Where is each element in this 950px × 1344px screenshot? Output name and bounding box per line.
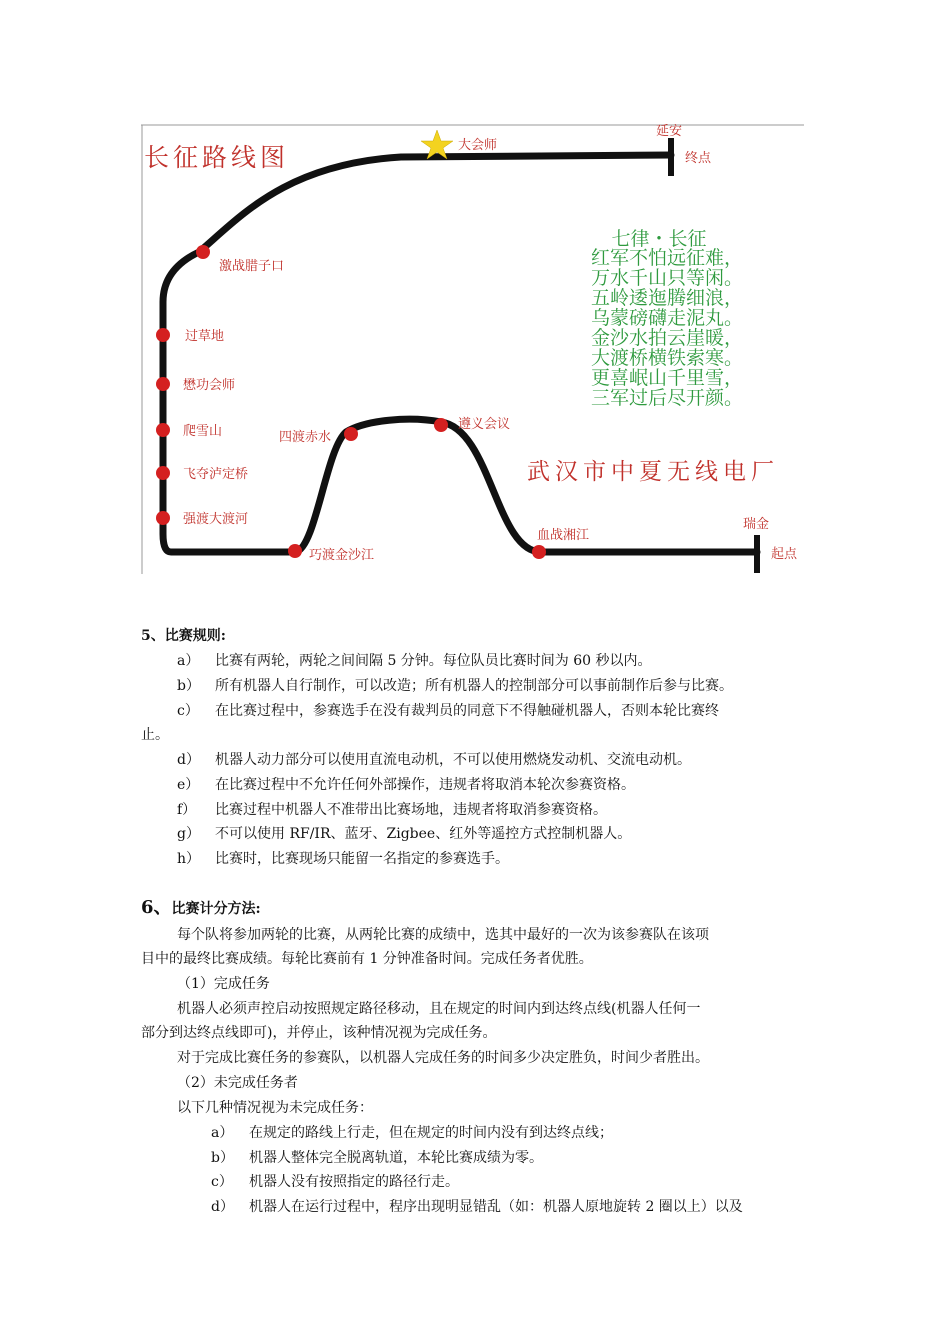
station-label: 血战湘江 bbox=[537, 528, 590, 543]
rule-label: g） bbox=[177, 826, 200, 842]
station-label: 激战腊子口 bbox=[219, 259, 285, 274]
rule-item bbox=[177, 676, 733, 696]
rule-text: 比赛过程中机器人不准带出比赛场地，违规者将取消参赛资格。 bbox=[215, 802, 607, 818]
station-label: 懋功会师 bbox=[183, 378, 236, 393]
rule-label: e） bbox=[177, 777, 200, 793]
section6-title: 比赛计分方法: bbox=[171, 901, 261, 917]
station-label: 强渡大渡河 bbox=[183, 512, 249, 527]
station-label: 起点 bbox=[771, 547, 798, 562]
station-label: 爬雪山 bbox=[183, 424, 223, 439]
station-dot bbox=[344, 427, 358, 441]
station-dot bbox=[288, 544, 302, 558]
fail-label: c） bbox=[211, 1174, 233, 1190]
rule-label: h） bbox=[177, 851, 201, 867]
rule-text-continued: 止。 bbox=[141, 727, 169, 743]
paragraph: 目中的最终比赛成绩。每轮比赛前有 1 分钟准备时间。完成任务者优胜。 bbox=[141, 951, 593, 967]
station-dot bbox=[156, 423, 170, 437]
rule-item bbox=[177, 800, 607, 820]
rule-item bbox=[177, 824, 631, 844]
fail-text: 机器人整体完全脱离轨道，本轮比赛成绩为零。 bbox=[249, 1150, 543, 1166]
rule-item bbox=[177, 750, 691, 770]
poem-line: 更喜岷山千里雪， bbox=[590, 367, 744, 389]
rule-label: b） bbox=[177, 678, 200, 694]
station-dot bbox=[196, 245, 210, 259]
station-dot bbox=[434, 418, 448, 432]
poem-line: 五岭逶迤腾细浪， bbox=[590, 287, 744, 309]
station-dot bbox=[156, 377, 170, 391]
fail-label: d） bbox=[211, 1199, 234, 1215]
paragraph: 部分到达终点线即可)，并停止，该种情况视为完成任务。 bbox=[141, 1025, 497, 1041]
poem-line: 乌蒙磅礴走泥丸。 bbox=[590, 307, 744, 329]
rule-text: 比赛有两轮，两轮之间间隔 5 分钟。每位队员比赛时间为 60 秒以内。 bbox=[215, 653, 652, 669]
fail-text: 机器人在运行过程中，程序出现明显错乱（如：机器人原地旋转 2 圈以上）以及 bbox=[249, 1199, 743, 1215]
rule-label: c） bbox=[177, 703, 199, 719]
fail-item bbox=[211, 1197, 743, 1217]
poem-line: 红军不怕远征难， bbox=[590, 247, 744, 269]
poem-line: 万水千山只等闲。 bbox=[590, 267, 744, 289]
rule-item bbox=[177, 849, 509, 869]
factory-name: 武汉市中夏无线电厂 bbox=[527, 459, 779, 485]
rule-text: 在比赛过程中，参赛选手在没有裁判员的同意下不得触碰机器人，否则本轮比赛终 bbox=[215, 703, 719, 719]
fail-text: 在规定的路线上行走，但在规定的时间内没有到达终点线； bbox=[249, 1125, 613, 1141]
station-label: 大会师 bbox=[458, 138, 498, 153]
poem-line: 大渡桥横铁索寒。 bbox=[590, 347, 744, 369]
station-dot bbox=[532, 545, 546, 559]
rule-item bbox=[177, 701, 719, 721]
fail-label: a） bbox=[211, 1125, 234, 1141]
station-label: 延安 bbox=[656, 124, 683, 139]
paragraph: 机器人必须声控启动按照规定路径移动，且在规定的时间内到达终点线(机器人任何一 bbox=[177, 1001, 701, 1017]
station-dot bbox=[156, 328, 170, 342]
rule-text: 所有机器人自行制作，可以改造；所有机器人的控制部分可以事前制作后参与比赛。 bbox=[215, 678, 733, 694]
paragraph: 以下几种情况视为未完成任务： bbox=[177, 1100, 373, 1116]
station-label: 瑞金 bbox=[743, 517, 770, 532]
rule-label: a） bbox=[177, 653, 200, 669]
subheading: （2）未完成任务者 bbox=[177, 1075, 298, 1091]
poem-line: 三军过后尽开颜。 bbox=[590, 387, 744, 409]
long-march-route-map bbox=[141, 124, 805, 576]
station-dot bbox=[156, 466, 170, 480]
station-label: 终点 bbox=[685, 151, 712, 166]
subheading: （1）完成任务 bbox=[177, 976, 270, 992]
map-title: 长征路线图 bbox=[144, 143, 290, 172]
rule-text: 不可以使用 RF/IR、蓝牙、Zigbee、红外等遥控方式控制机器人。 bbox=[215, 826, 632, 842]
station-dot bbox=[156, 511, 170, 525]
station-label: 过草地 bbox=[185, 329, 225, 344]
fail-item bbox=[211, 1123, 613, 1143]
rule-text: 在比赛过程中不允许任何外部操作，违规者将取消本轮次参赛资格。 bbox=[215, 777, 635, 793]
rule-item bbox=[177, 775, 635, 795]
poem bbox=[591, 228, 743, 409]
section6-number: 6、 bbox=[141, 897, 172, 918]
paragraph: 每个队将参加两轮的比赛，从两轮比赛的成绩中，选其中最好的一次为该参赛队在该项 bbox=[177, 927, 709, 943]
paragraph: 对于完成比赛任务的参赛队，以机器人完成任务的时间多少决定胜负，时间少者胜出。 bbox=[177, 1050, 709, 1066]
station-label: 四渡赤水 bbox=[279, 430, 332, 445]
rule-text: 机器人动力部分可以使用直流电动机，不可以使用燃烧发动机、交流电动机。 bbox=[215, 752, 691, 768]
rule-label: d） bbox=[177, 752, 200, 768]
rule-label: f） bbox=[177, 802, 197, 818]
fail-item bbox=[211, 1148, 543, 1168]
station-label: 飞夺泸定桥 bbox=[183, 467, 249, 482]
station-label: 遵义会议 bbox=[458, 417, 511, 432]
station-label: 巧渡金沙江 bbox=[309, 548, 375, 563]
section6-heading bbox=[141, 898, 261, 919]
fail-item bbox=[211, 1172, 459, 1192]
poem-title: 七律・长征 bbox=[611, 228, 707, 250]
rule-text: 比赛时，比赛现场只能留一名指定的参赛选手。 bbox=[215, 851, 509, 867]
section5-heading: 5、比赛规则: bbox=[141, 628, 226, 644]
fail-label: b） bbox=[211, 1150, 234, 1166]
rule-item bbox=[177, 651, 652, 671]
poem-line: 金沙水拍云崖暖， bbox=[590, 327, 744, 349]
fail-text: 机器人没有按照指定的路径行走。 bbox=[249, 1174, 459, 1190]
